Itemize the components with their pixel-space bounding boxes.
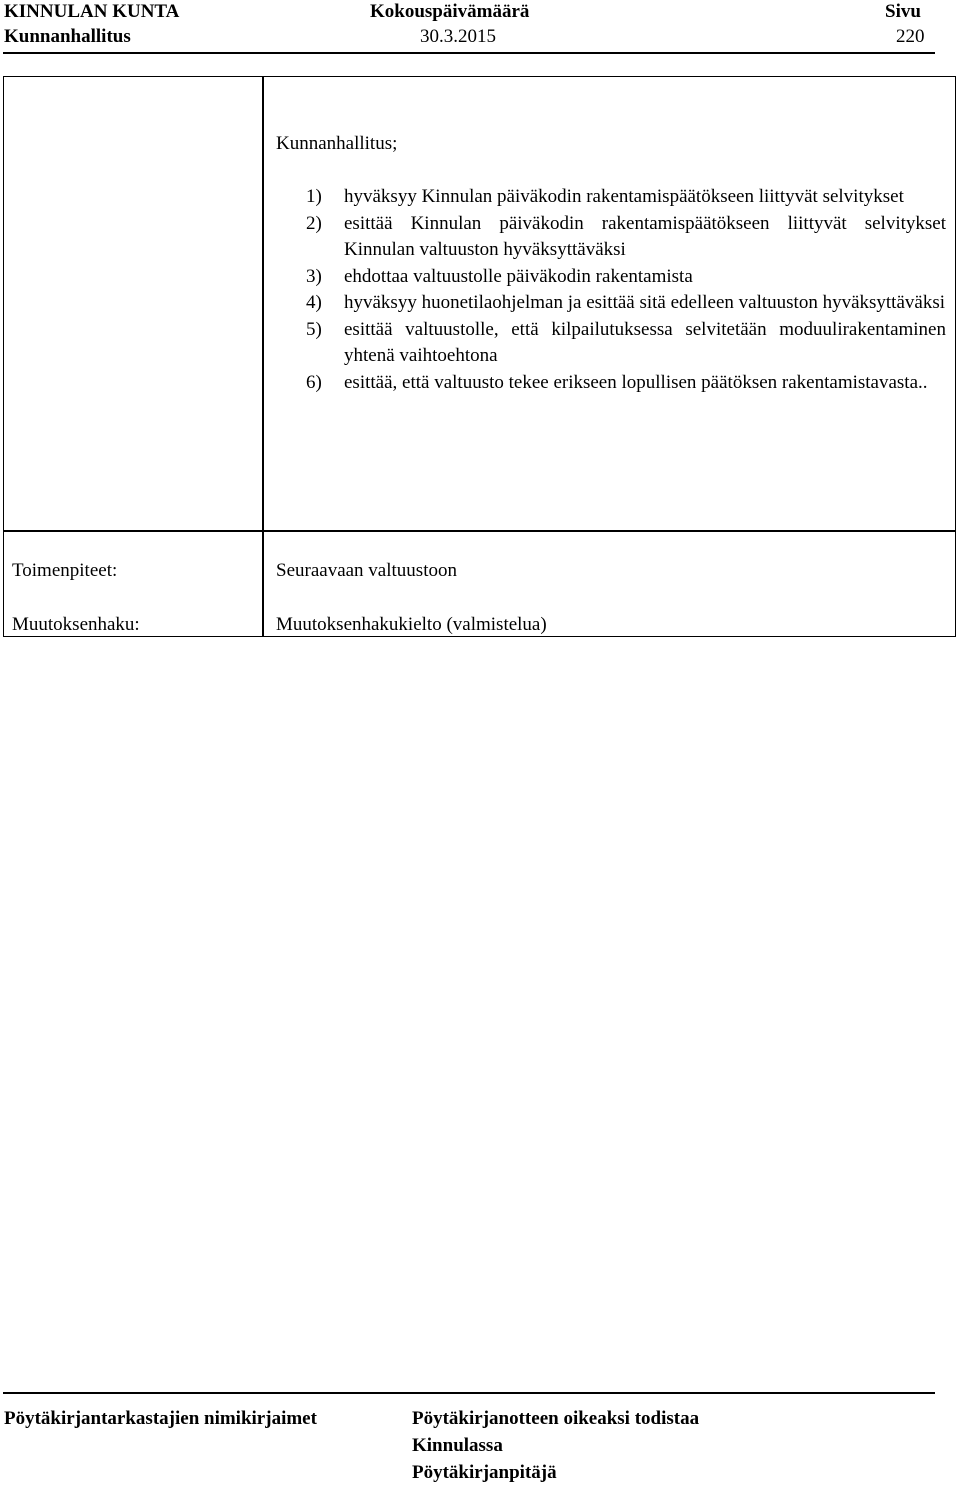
- decision-intro: Kunnanhallitus;: [276, 133, 398, 154]
- appeal-label: Muutoksenhaku:: [12, 614, 140, 635]
- decision-item: [306, 184, 946, 211]
- decision-item-text: esittää, että valtuusto tekee erikseen lopullisen päätöksen rakentamistavasta..: [344, 371, 928, 393]
- decision-item-number: 6): [306, 371, 322, 393]
- decision-item-text: hyväksyy Kinnulan päiväkodin rakentamispäätökseen liittyvät selvitykset: [344, 186, 904, 207]
- decision-item-text: esittää valtuustolle, että kilpailutuksessa selvitetään moduulirakentaminen yhtenä vaihtoehtona: [344, 318, 946, 366]
- actions-value: Seuraavaan valtuustoon: [276, 560, 457, 581]
- footer-divider: [3, 1392, 935, 1394]
- decision-item: [306, 290, 946, 317]
- certification-place: Kinnulassa: [412, 1435, 503, 1456]
- decision-item: [306, 264, 946, 291]
- header-divider: [3, 52, 935, 54]
- meeting-date-label: Kokouspäivämäärä: [370, 1, 530, 22]
- meeting-date: 30.3.2015: [420, 26, 496, 47]
- decision-item-number: 5): [306, 318, 322, 340]
- table-row-divider: [3, 530, 956, 532]
- decision-item-text: esittää Kinnulan päiväkodin rakentamispäätökseen liittyvät selvitykset Kinnulan valtuuston hyväksyttäväksi: [344, 212, 946, 260]
- decision-item: [306, 317, 946, 370]
- decision-list: [306, 184, 946, 396]
- certification-label: Pöytäkirjanotteen oikeaksi todistaa: [412, 1408, 700, 1429]
- decision-item-number: 2): [306, 212, 322, 234]
- decision-item: [306, 211, 946, 264]
- secretary-label: Pöytäkirjanpitäjä: [412, 1462, 557, 1483]
- actions-label: Toimenpiteet:: [12, 560, 118, 581]
- inspectors-initials-label: Pöytäkirjantarkastajien nimikirjaimet: [4, 1408, 317, 1429]
- decision-item-text: hyväksyy huonetilaohjelman ja esittää sitä edelleen valtuuston hyväksyttäväksi: [344, 292, 945, 313]
- decision-item-number: 3): [306, 265, 322, 287]
- page-label: Sivu: [885, 1, 921, 22]
- appeal-value: Muutoksenhakukielto (valmistelua): [276, 614, 547, 635]
- decision-item-text: ehdottaa valtuustolle päiväkodin rakentamista: [344, 265, 693, 287]
- department-name: Kunnanhallitus: [4, 26, 131, 47]
- organization-name: KINNULAN KUNTA: [4, 1, 180, 22]
- decision-item-number: 4): [306, 292, 322, 313]
- decision-item-number: 1): [306, 186, 322, 207]
- table-column-divider: [262, 76, 264, 637]
- page-number: 220: [896, 26, 925, 47]
- decision-item: [306, 370, 946, 397]
